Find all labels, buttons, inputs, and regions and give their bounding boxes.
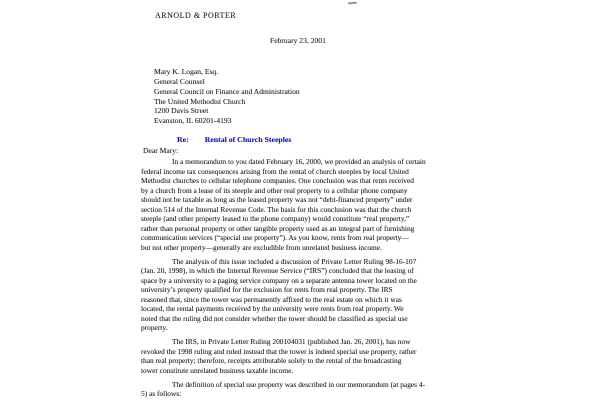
body-line: located, the rental payments received by the university were rents from real property. We: [141, 304, 404, 314]
subject-line: [177, 135, 291, 144]
body-line: In a memorandum to you dated February 16, 2000, we provided an analysis of certain: [172, 157, 426, 166]
subject-title: Rental of Church Steeples: [204, 135, 292, 144]
body-line: The analysis of this issue included a discussion of Private Letter Ruling 98-16-107: [172, 256, 417, 266]
recipient-address-line: Evanston, IL 60201-4193: [154, 116, 232, 126]
letter-body: [141, 157, 451, 399]
body-line: but not other property—generally are excludible from unrelated business income.: [141, 242, 382, 252]
body-line: The definition of special use property was described in our memorandum (at pages 4-: [172, 379, 426, 389]
letter-date: February 23, 2001: [270, 36, 326, 45]
body-line: rather than personal property or other tangible property used as an integral part of furnishing: [141, 223, 415, 233]
body-line: tower constitute unrelated business taxable income.: [141, 365, 294, 375]
body-paragraph: [141, 257, 451, 333]
body-line: 5) as follows:: [141, 389, 182, 399]
recipient-address-line: General Council on Finance and Administration: [154, 86, 300, 96]
body-line: noted that the ruling did not consider whether the tower should be classified as special use: [141, 313, 408, 323]
body-line: Methodist churches to cellular telephone companies. One conclusion was that rents received: [141, 176, 414, 185]
body-paragraph: [141, 380, 451, 399]
body-line: section 514 of the Internal Revenue Code. The basis for this conclusion was that the church: [141, 204, 412, 214]
body-line: (Jan. 20, 1998), in which the Internal Revenue Service (“IRS”) concluded that the leasing of: [141, 266, 414, 276]
recipient-address-line: Mary K. Logan, Esq.: [154, 67, 219, 76]
subject-label: Re:: [177, 135, 189, 144]
body-line: The IRS, in Private Letter Ruling 200104031 (published Jan. 26, 2001), has now: [172, 337, 411, 347]
body-line: communication services (“special use property”). As you know, rents from real property—: [141, 233, 409, 242]
body-line: than real property; therefore, receipts attributable solely to the rental of the broadcasting: [141, 356, 402, 366]
recipient-address-line: The United Methodist Church: [154, 96, 246, 106]
body-paragraph: [141, 157, 451, 252]
body-paragraph: [141, 337, 451, 375]
body-line: property.: [141, 323, 168, 333]
scan-artifact-smudge: [348, 2, 357, 5]
body-line: federal income tax consequences arising from the rental of church steeples by local United: [141, 166, 409, 176]
salutation: Dear Mary:: [143, 146, 179, 155]
recipient-address-line: General Counsel: [154, 76, 205, 86]
recipient-address-line: 1200 Davis Street: [154, 106, 209, 116]
recipient-address-block: [154, 67, 300, 126]
letterhead-firm-name: ARNOLD & PORTER: [155, 11, 237, 20]
body-line: university’s property qualified for the exclusion for rents from real property. The IRS: [141, 285, 393, 295]
body-line: should not be taxable as long as the leased property was not “debt-financed property” under: [141, 195, 413, 204]
body-line: revoked the 1998 ruling and ruled instead that the tower is indeed special use property, rather: [141, 346, 417, 356]
body-line: steeple (and other property leased to the phone company) would constitute “real property,”: [141, 214, 410, 223]
body-line: reasoned that, since the tower was permanently affixed to the real estate on which it was: [141, 294, 402, 304]
body-line: by a church from a lease of its steeple and other real property to a cellular phone company: [141, 185, 408, 195]
body-line: space by a university to a paging service company on a separate antenna tower located on the: [141, 275, 417, 285]
